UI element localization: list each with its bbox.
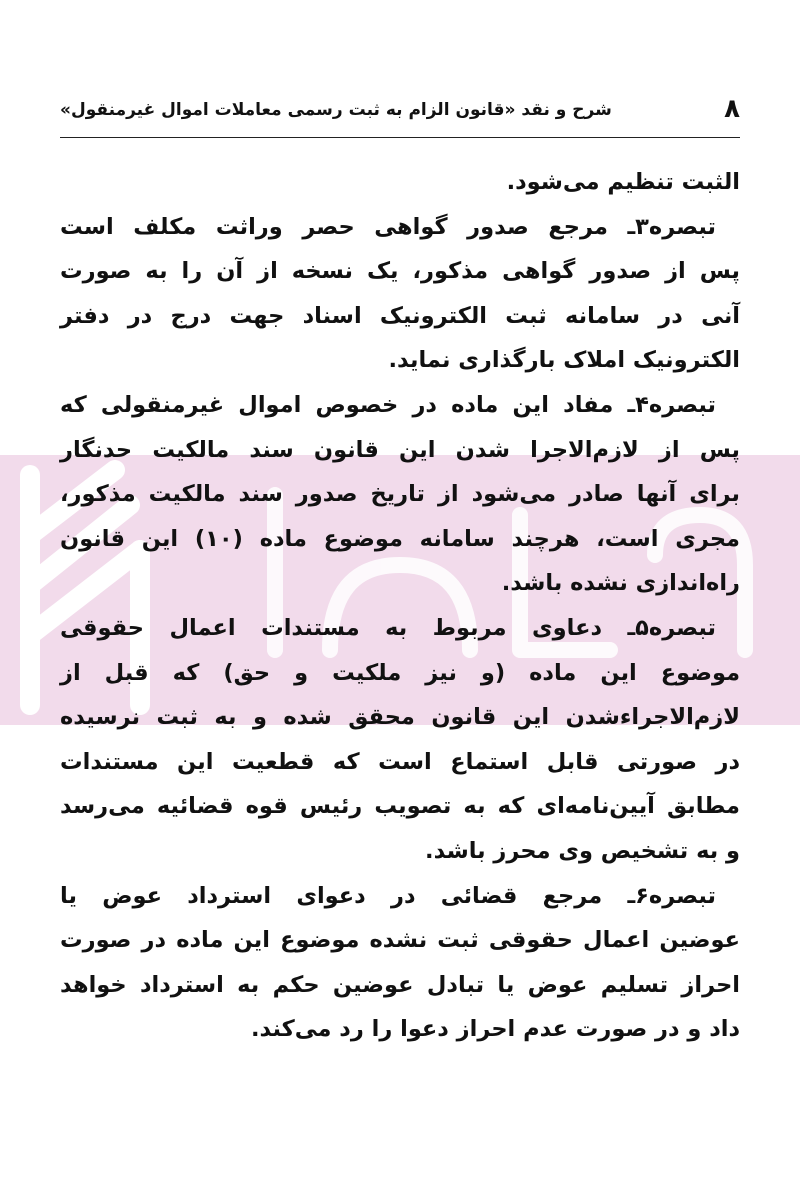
header-divider — [60, 137, 740, 138]
text-line: الکترونیک املاک بارگذاری نماید. — [388, 347, 740, 374]
text-line: موضوع این ماده (و نیز ملکیت و حق) که قبل از — [60, 659, 740, 686]
text-line: لازم‌الاجراءشدن این قانون محقق شده و به ثبت نرسیده — [60, 704, 740, 731]
text-line: و به تشخیص وی محرز باشد. — [425, 837, 740, 864]
page-header — [60, 92, 740, 132]
text-line: برای آنها صادر می‌شود از تاریخ صدور سند مالکیت مذکور، — [60, 481, 740, 508]
text-line: مجری است، هرچند سامانه موضوع ماده (۱۰) این قانون — [60, 525, 740, 552]
text-line: تبصره۴ـ مفاد این ماده در خصوص اموال غیرمنقولی که — [60, 391, 716, 418]
text-line: تبصره۶ـ مرجع قضائی در دعوای استرداد عوض یا — [60, 882, 716, 909]
text-line: تبصره۵ـ دعاوی مربوط به مستندات اعمال حقوقی — [60, 614, 716, 641]
text-line: داد و در صورت عدم احراز دعوا را رد می‌کند. — [250, 1016, 740, 1043]
text-line: الثبت تنظیم می‌شود. — [506, 169, 740, 195]
running-title: شرح و نقد «قانون الزام به ثبت رسمی معاملات اموال غیرمنقول» — [60, 100, 612, 120]
text-line: تبصره۳ـ مرجع صدور گواهی حصر وراثت مکلف است — [60, 213, 716, 240]
text-line: راه‌اندازی نشده باشد. — [501, 570, 740, 597]
text-line: احراز تسلیم عوض یا تبادل عوضین حکم به استرداد خواهد — [60, 971, 740, 998]
text-line: در صورتی قابل استماع است که قطعیت این مستندات — [60, 748, 740, 775]
text-line: پس از لازم‌الاجرا شدن این قانون سند مالکیت حدنگار — [60, 436, 740, 463]
text-line: عوضین اعمال حقوقی ثبت نشده موضوع این ماده در صورت — [60, 927, 740, 954]
text-line: پس از صدور گواهی مذکور، یک نسخه از آن را به صورت — [60, 258, 740, 285]
page-number: ۸ — [724, 94, 740, 124]
text-line: مطابق آیین‌نامه‌ای که به تصویب رئیس قوه قضائیه می‌رسد — [60, 793, 740, 820]
text-line: آنی در سامانه ثبت الکترونیک اسناد جهت درج در دفتر — [60, 302, 740, 329]
body-text — [60, 160, 740, 1052]
